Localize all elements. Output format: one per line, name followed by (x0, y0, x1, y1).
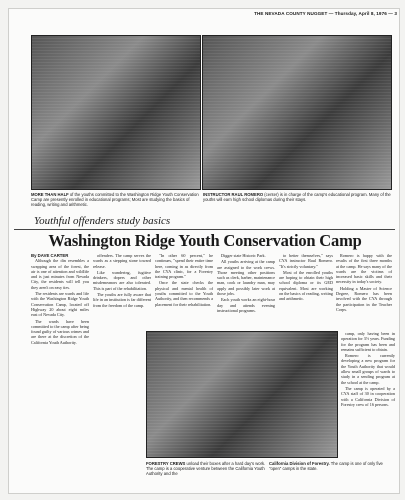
article-column-1 (31, 253, 89, 346)
caption-lead: MORE THAN HALF (31, 192, 69, 197)
article-column-6 (336, 253, 392, 313)
byline: By DAVE CARTER (31, 253, 69, 258)
article-column-5 (279, 253, 333, 303)
divider-rule (14, 229, 395, 230)
paragraph: Romero is happy with the results of the first three months at the camp. He says many of the wards are the victims of increased basic skills and their necessity in today's society. (336, 253, 392, 285)
classroom-photo-caption (31, 192, 199, 208)
paragraph: "In other 60 percent," he continues, "spend their entire time here, coming in as directly from the CYA clinic, for a Forestry training program." (155, 253, 213, 280)
paragraph: Although the din resembles a swapping area of the forest, the air is one of attention and wildlife and is just minutes from Nevada City, the residents will tell you they aren't on easy ties. (31, 258, 89, 290)
forestry-photo-caption (146, 461, 266, 477)
paragraph: offenders. The camp serves the wards as a stepping stone toward release. (93, 253, 151, 269)
classroom-photo (31, 35, 201, 190)
paragraph: The residents are wards and life with the Washington Ridge Youth Conservation Camp, located off Highway 20 about eight miles east of Nevada City. (31, 291, 89, 318)
paragraph: The camp is operated by a CYA staff of 30 in cooperation with a California Division of Forestry crew of 16 persons. (341, 385, 395, 407)
caption-text: The camp is one of only five "open" camps in the state. (269, 461, 383, 472)
paragraph: Romero is currently developing a new program for the Youth Authority that would allow small groups of wards to study in a sending program at the school at the camp. (341, 353, 395, 385)
paragraph: Holding a Master of Science Degree, Romero has been involved with the CYA through the participation in the Teacher Corps. (336, 285, 392, 312)
paragraph: Once the state checks the physical and mental health of youths committed to the Youth Authority, and then recommends a placement for their rehabilitation. (155, 280, 213, 307)
paragraph: Like wandering, fugitive drinkers, dopers and other misdemeanors are also tolerated. This is part of the rehabilitation. (93, 269, 151, 291)
caption-text: unload their boxes after a hard day's work. The camp is a cooperative venture between the California Youth Authority and the (146, 461, 266, 477)
forestry-photo-caption-continued (269, 461, 394, 471)
caption-lead: California Division of Forestry. (269, 461, 330, 466)
paragraph: The wards have been committed to the camp after being found guilty of various crimes and are there at the discretion of the California Youth Authority. (31, 318, 89, 345)
paragraph: All youths arriving at the camp are assigned to the work crews. Those meeting other positions such as clerk, barber, maintenance man, cook or laundry man, may apply and possibly later work at those jobs. (217, 259, 275, 297)
paragraph: Most of the enrolled youths are hoping to obtain their high school diploma or its GED equivalent. Most are working on the basics of reading, writing and arithmetic. (279, 269, 333, 302)
paragraph: to better themselves," says CYA instructor Raul Romero. "It's strictly voluntary." (279, 253, 333, 269)
caption-lead: FORESTRY CREWS (146, 461, 186, 466)
article-kicker: Youthful offenders study basics (34, 215, 171, 227)
newspaper-page (8, 8, 400, 494)
caption-text: (center) is in charge of the camp's educational program. Many of the youths will earn high school diplomas during their stays. (203, 192, 391, 203)
masthead-line: THE NEVADA COUNTY NUGGET — Thursday, April 8, 1976 — 3 (254, 11, 397, 16)
instructor-photo-caption (203, 192, 391, 202)
article-column-7 (341, 331, 395, 408)
paragraph: The youths are fully aware that life in an institution is far different from the freedom of the camp. (93, 292, 151, 308)
article-column-3 (155, 253, 213, 308)
instructor-photo (202, 35, 392, 190)
article-headline: Washington Ridge Youth Conservation Camp (48, 231, 362, 250)
paragraph: camp, only having been in operation for 3½ years. Funding for the program has been and remains sufficient to obtain. (341, 331, 395, 352)
article-column-2 (93, 253, 151, 309)
caption-lead: INSTRUCTOR RAUL ROMERO (203, 192, 264, 197)
caption-text: of the youths committed to the Washington Ridge Youth Conservation Camp are presently enrolled in educational programs; Most are studying the basics of reading, writing and arithmetic. (31, 192, 199, 208)
paragraph: Each youth works an eight-hour day and attends evening instructional programs. (217, 297, 275, 313)
article-column-4 (217, 253, 275, 314)
forestry-crew-photo (146, 331, 338, 458)
paragraph: Digger state Historic Park. (221, 253, 266, 258)
